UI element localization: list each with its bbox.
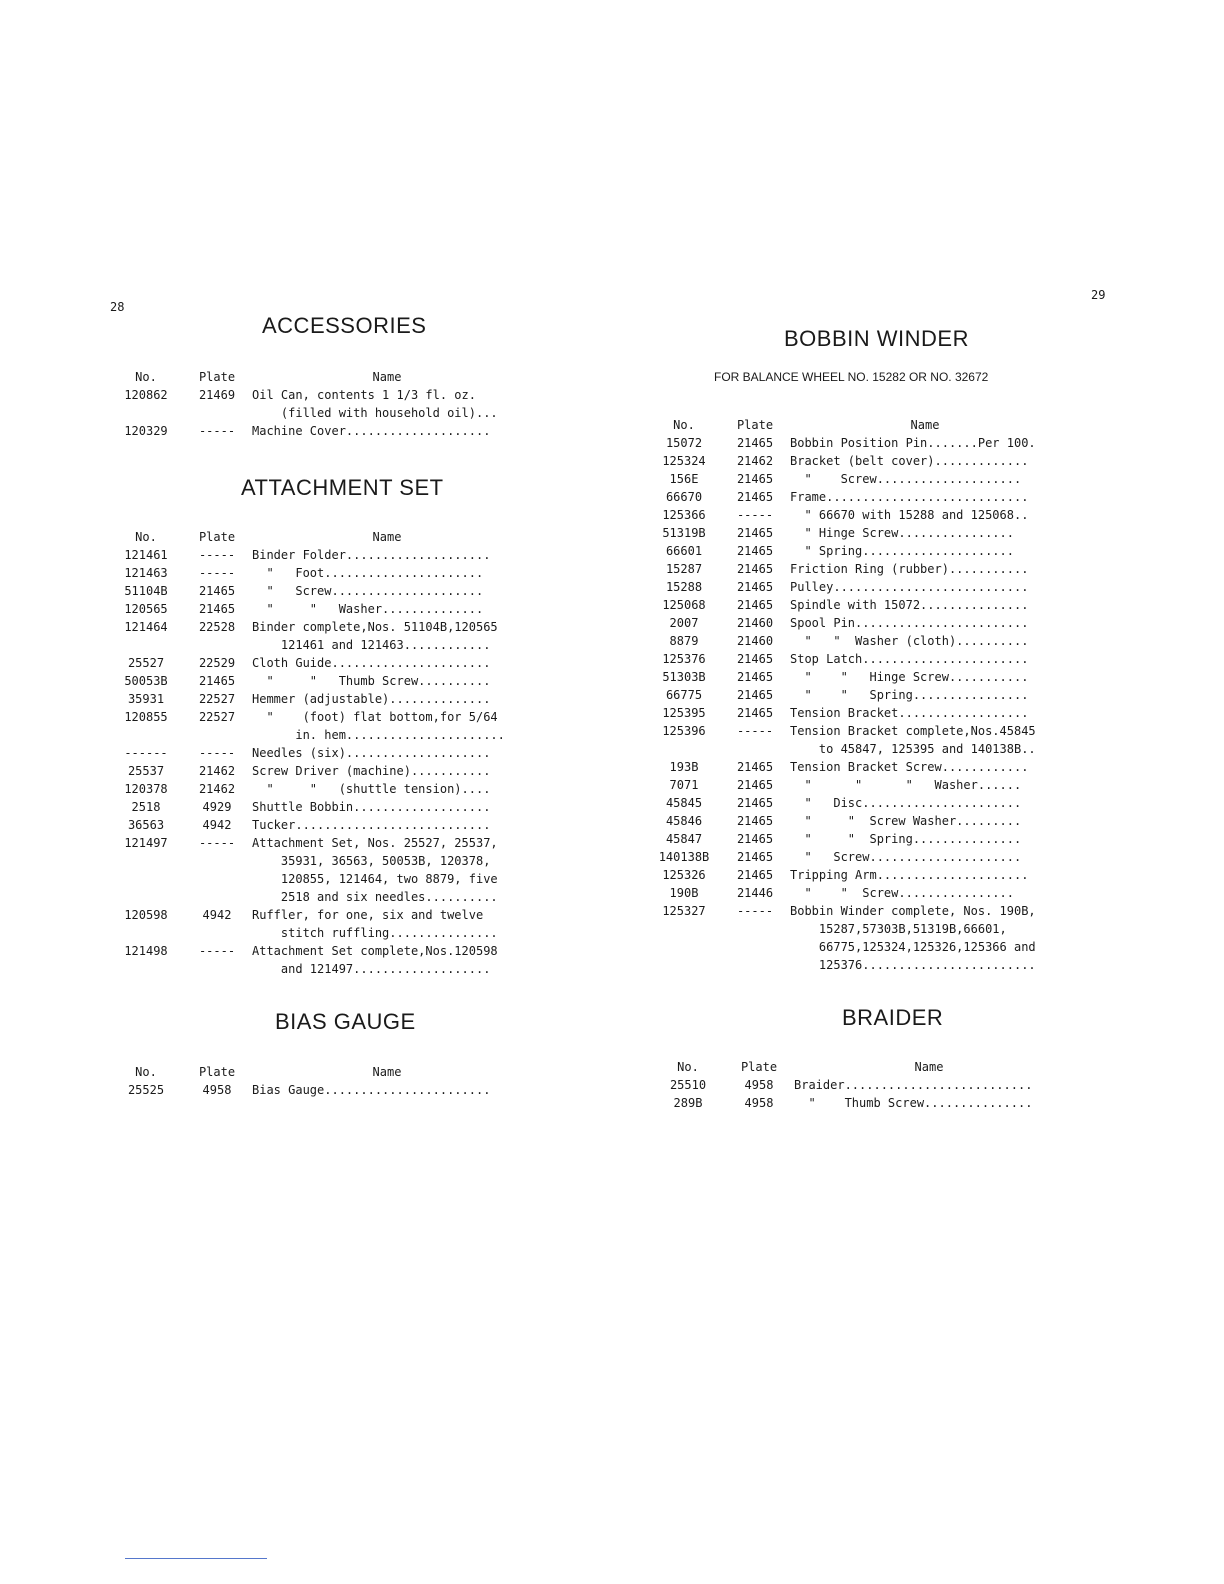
- part-name: " " Hinge Screw...........: [790, 670, 1029, 684]
- part-number: 193B: [669, 760, 699, 774]
- part-name: Tension Bracket Screw............: [790, 760, 1029, 774]
- part-name: Friction Ring (rubber)...........: [790, 562, 1029, 576]
- part-number: 35931: [127, 692, 165, 706]
- part-name: " Disc......................: [790, 796, 1022, 810]
- part-number: 66670: [665, 490, 703, 504]
- plate-number: 21465: [736, 670, 774, 684]
- plate-number: 21465: [736, 832, 774, 846]
- part-number: 66601: [665, 544, 703, 558]
- plate-number: 21465: [198, 602, 236, 616]
- part-number: 2518: [131, 800, 161, 814]
- part-name: Bias Gauge.......................: [252, 1083, 491, 1097]
- part-name: " Screw....................: [790, 472, 1022, 486]
- plate-number: -----: [198, 944, 236, 958]
- part-number: 125376: [662, 652, 706, 666]
- accessories-table: [110, 368, 522, 440]
- plate-number: -----: [198, 424, 236, 438]
- part-name: " " Washer..............: [252, 602, 484, 616]
- part-name: Tucker...........................: [252, 818, 491, 832]
- part-number: 25527: [127, 656, 165, 670]
- part-name: " Thumb Screw...............: [794, 1096, 1033, 1110]
- column-header-plate: Plate: [740, 1060, 778, 1074]
- table-row: [110, 690, 522, 708]
- part-number: 289B: [673, 1096, 703, 1110]
- table-header: [110, 368, 522, 386]
- part-number: 7071: [669, 778, 699, 792]
- part-number: 25510: [669, 1078, 707, 1092]
- table-row: [648, 902, 1060, 974]
- table-row: [648, 776, 1060, 794]
- table-row: [648, 668, 1060, 686]
- table-row: [110, 618, 522, 654]
- plate-number: 22527: [198, 692, 236, 706]
- part-number: 51319B: [662, 526, 706, 540]
- table-row: [110, 546, 522, 564]
- part-number: 125395: [662, 706, 706, 720]
- section-title-braider: BRAIDER: [842, 1005, 944, 1030]
- section-title-accessories: ACCESSORIES: [262, 313, 427, 338]
- plate-number: 21462: [198, 764, 236, 778]
- plate-number: 4958: [744, 1078, 774, 1092]
- plate-number: 4958: [744, 1096, 774, 1110]
- column-header-name: Name: [372, 530, 402, 544]
- part-number: 120565: [124, 602, 168, 616]
- part-name: " Foot......................: [252, 566, 484, 580]
- plate-number: -----: [198, 836, 236, 850]
- table-row: [648, 884, 1060, 902]
- plate-number: 21465: [736, 868, 774, 882]
- part-name: Pulley...........................: [790, 580, 1029, 594]
- plate-number: 21465: [198, 584, 236, 598]
- bottom-divider-line: [125, 1558, 267, 1559]
- section-title-bias-gauge: BIAS GAUGE: [275, 1009, 416, 1034]
- table-row: [110, 708, 522, 744]
- part-name: " " Thumb Screw..........: [252, 674, 491, 688]
- plate-number: 22528: [198, 620, 236, 634]
- table-row: [110, 762, 522, 780]
- bias-gauge-table: [110, 1063, 522, 1099]
- part-name: Machine Cover....................: [252, 424, 491, 438]
- table-row: [648, 560, 1060, 578]
- part-name: " " Spring...............: [790, 832, 1022, 846]
- attachment-set-table: [110, 528, 522, 978]
- part-name: Tension Bracket complete,Nos.45845 to 45847, 125395 and 140138B..: [790, 724, 1036, 756]
- plate-number: 21465: [736, 436, 774, 450]
- table-row: [110, 582, 522, 600]
- table-row: [648, 524, 1060, 542]
- plate-number: 21465: [736, 814, 774, 828]
- table-row: [648, 434, 1060, 452]
- plate-number: -----: [736, 724, 774, 738]
- part-name: Tension Bracket..................: [790, 706, 1029, 720]
- table-row: [648, 578, 1060, 596]
- table-row: [648, 794, 1060, 812]
- bobbin-winder-table: [648, 416, 1060, 974]
- part-name: Bracket (belt cover).............: [790, 454, 1029, 468]
- plate-number: 21460: [736, 616, 774, 630]
- part-number: 121463: [124, 566, 168, 580]
- table-row: [648, 830, 1060, 848]
- plate-number: -----: [736, 508, 774, 522]
- part-name: " " Screw................: [790, 886, 1014, 900]
- table-row: [648, 542, 1060, 560]
- table-header: [648, 416, 1060, 434]
- part-name: Bobbin Position Pin.......Per 100.: [790, 436, 1036, 450]
- section-title-attachment-set: ATTACHMENT SET: [241, 475, 444, 500]
- plate-number: 21465: [736, 562, 774, 576]
- part-number: 25537: [127, 764, 165, 778]
- part-number: ------: [124, 746, 168, 760]
- part-name: Attachment Set complete,Nos.120598 and 121497...................: [252, 944, 498, 976]
- plate-number: 21465: [736, 688, 774, 702]
- part-name: Hemmer (adjustable)..............: [252, 692, 491, 706]
- part-number: 2007: [669, 616, 699, 630]
- table-row: [648, 812, 1060, 830]
- plate-number: 21446: [736, 886, 774, 900]
- part-number: 121461: [124, 548, 168, 562]
- plate-number: 21465: [736, 778, 774, 792]
- part-name: Binder complete,Nos. 51104B,120565 121461 and 121463............: [252, 620, 498, 652]
- column-header-plate: Plate: [198, 1065, 236, 1079]
- table-row: [648, 596, 1060, 614]
- part-number: 15288: [665, 580, 703, 594]
- part-number: 120598: [124, 908, 168, 922]
- part-name: Attachment Set, Nos. 25527, 25537, 35931, 36563, 50053B, 120378, 120855, 121464, two 8879, five 2518 and six needles..........: [252, 836, 498, 904]
- part-name: " Spring.....................: [790, 544, 1014, 558]
- part-number: 25525: [127, 1083, 165, 1097]
- plate-number: 22527: [198, 710, 236, 724]
- table-row: [648, 452, 1060, 470]
- part-name: Spindle with 15072...............: [790, 598, 1029, 612]
- plate-number: 21469: [198, 388, 236, 402]
- plate-number: -----: [198, 548, 236, 562]
- part-name: " " (shuttle tension)....: [252, 782, 491, 796]
- part-number: 15072: [665, 436, 703, 450]
- part-name: Bobbin Winder complete, Nos. 190B, 15287,57303B,51319B,66601, 66775,125324,125326,125366 and 125376........................: [790, 904, 1036, 972]
- part-number: 15287: [665, 562, 703, 576]
- part-number: 45846: [665, 814, 703, 828]
- part-number: 51104B: [124, 584, 168, 598]
- part-name: Stop Latch.......................: [790, 652, 1029, 666]
- plate-number: 21465: [736, 652, 774, 666]
- part-name: " (foot) flat bottom,for 5/64 in. hem......................: [266, 710, 505, 742]
- table-row: [648, 614, 1060, 632]
- part-number: 125366: [662, 508, 706, 522]
- table-row: [648, 848, 1060, 866]
- plate-number: 21465: [736, 760, 774, 774]
- part-name: " 66670 with 15288 and 125068..: [790, 508, 1029, 522]
- column-header-no: No.: [135, 1065, 157, 1079]
- plate-number: 21462: [198, 782, 236, 796]
- plate-number: 21465: [736, 544, 774, 558]
- column-header-name: Name: [372, 370, 402, 384]
- column-header-no: No.: [135, 370, 157, 384]
- column-header-plate: Plate: [198, 370, 236, 384]
- part-number: 125068: [662, 598, 706, 612]
- table-row: [110, 816, 522, 834]
- table-header: [110, 528, 522, 546]
- table-row: [652, 1076, 1064, 1094]
- table-row: [648, 650, 1060, 668]
- bobbin-winder-subtitle: FOR BALANCE WHEEL NO. 15282 OR NO. 32672: [714, 370, 989, 384]
- table-row: [648, 506, 1060, 524]
- plate-number: 21465: [736, 580, 774, 594]
- table-row: [648, 722, 1060, 758]
- table-header: [110, 1063, 522, 1081]
- table-row: [110, 744, 522, 762]
- table-row: [110, 834, 522, 906]
- part-number: 140138B: [658, 850, 710, 864]
- plate-number: 21465: [198, 674, 236, 688]
- table-row: [648, 470, 1060, 488]
- part-name: Binder Folder....................: [252, 548, 491, 562]
- column-header-no: No.: [677, 1060, 699, 1074]
- part-name: Screw Driver (machine)...........: [252, 764, 491, 778]
- part-name: Cloth Guide......................: [252, 656, 491, 670]
- column-header-name: Name: [914, 1060, 944, 1074]
- table-row: [110, 942, 522, 978]
- part-number: 190B: [669, 886, 699, 900]
- plate-number: 21465: [736, 706, 774, 720]
- part-name: Ruffler, for one, six and twelve stitch ruffling...............: [252, 908, 498, 940]
- table-row: [110, 906, 522, 942]
- part-number: 120378: [124, 782, 168, 796]
- plate-number: 4942: [202, 818, 232, 832]
- part-number: 120329: [124, 424, 168, 438]
- table-row: [110, 600, 522, 618]
- section-title-bobbin-winder: BOBBIN WINDER: [784, 326, 969, 351]
- part-name: " " Washer (cloth)..........: [790, 634, 1029, 648]
- plate-number: 21465: [736, 526, 774, 540]
- plate-number: -----: [736, 904, 774, 918]
- part-name: " " " Washer......: [790, 778, 1022, 792]
- part-number: 121464: [124, 620, 168, 634]
- column-header-name: Name: [372, 1065, 402, 1079]
- part-number: 8879: [669, 634, 699, 648]
- column-header-no: No.: [673, 418, 695, 432]
- column-header-plate: Plate: [198, 530, 236, 544]
- plate-number: -----: [198, 566, 236, 580]
- plate-number: 21462: [736, 454, 774, 468]
- part-number: 125327: [662, 904, 706, 918]
- table-row: [110, 1081, 522, 1099]
- table-row: [648, 632, 1060, 650]
- plate-number: 4958: [202, 1083, 232, 1097]
- plate-number: 21465: [736, 850, 774, 864]
- table-row: [110, 654, 522, 672]
- part-number: 120862: [124, 388, 168, 402]
- plate-number: 21465: [736, 598, 774, 612]
- table-row: [110, 564, 522, 582]
- part-name: " " Spring................: [790, 688, 1029, 702]
- table-row: [648, 704, 1060, 722]
- part-name: " Hinge Screw................: [790, 526, 1014, 540]
- plate-number: 4929: [202, 800, 232, 814]
- plate-number: 4942: [202, 908, 232, 922]
- table-row: [110, 780, 522, 798]
- part-name: Oil Can, contents 1 1/3 fl. oz. (filled with household oil)...: [252, 388, 498, 420]
- plate-number: 22529: [198, 656, 236, 670]
- part-name: Spool Pin........................: [790, 616, 1029, 630]
- part-name: Needles (six)....................: [252, 746, 491, 760]
- table-row: [110, 798, 522, 816]
- table-row: [110, 672, 522, 690]
- page-number-left: 28: [110, 300, 125, 314]
- part-name: Braider..........................: [794, 1078, 1033, 1092]
- plate-number: 21460: [736, 634, 774, 648]
- part-number: 45845: [665, 796, 703, 810]
- part-number: 120855: [124, 710, 168, 724]
- part-name: " Screw.....................: [252, 584, 484, 598]
- part-name: Frame............................: [790, 490, 1029, 504]
- column-header-name: Name: [910, 418, 940, 432]
- part-number: 125396: [662, 724, 706, 738]
- part-number: 50053B: [124, 674, 168, 688]
- table-row: [110, 422, 522, 440]
- part-number: 36563: [127, 818, 165, 832]
- part-number: 121497: [124, 836, 168, 850]
- table-row: [648, 686, 1060, 704]
- part-number: 156E: [669, 472, 699, 486]
- part-number: 45847: [665, 832, 703, 846]
- page-number-right: 29: [1091, 288, 1106, 302]
- part-number: 125326: [662, 868, 706, 882]
- table-row: [648, 488, 1060, 506]
- table-row: [652, 1094, 1064, 1112]
- braider-table: [652, 1058, 1064, 1112]
- table-row: [110, 386, 522, 422]
- column-header-no: No.: [135, 530, 157, 544]
- part-name: " " Screw Washer.........: [790, 814, 1022, 828]
- plate-number: 21465: [736, 490, 774, 504]
- column-header-plate: Plate: [736, 418, 774, 432]
- table-header: [652, 1058, 1064, 1076]
- part-name: " Screw.....................: [790, 850, 1022, 864]
- part-number: 121498: [124, 944, 168, 958]
- plate-number: 21465: [736, 796, 774, 810]
- part-number: 66775: [665, 688, 703, 702]
- table-row: [648, 866, 1060, 884]
- plate-number: 21465: [736, 472, 774, 486]
- plate-number: -----: [198, 746, 236, 760]
- part-name: Shuttle Bobbin...................: [252, 800, 491, 814]
- part-number: 51303B: [662, 670, 706, 684]
- part-name: Tripping Arm.....................: [790, 868, 1029, 882]
- table-row: [648, 758, 1060, 776]
- part-number: 125324: [662, 454, 706, 468]
